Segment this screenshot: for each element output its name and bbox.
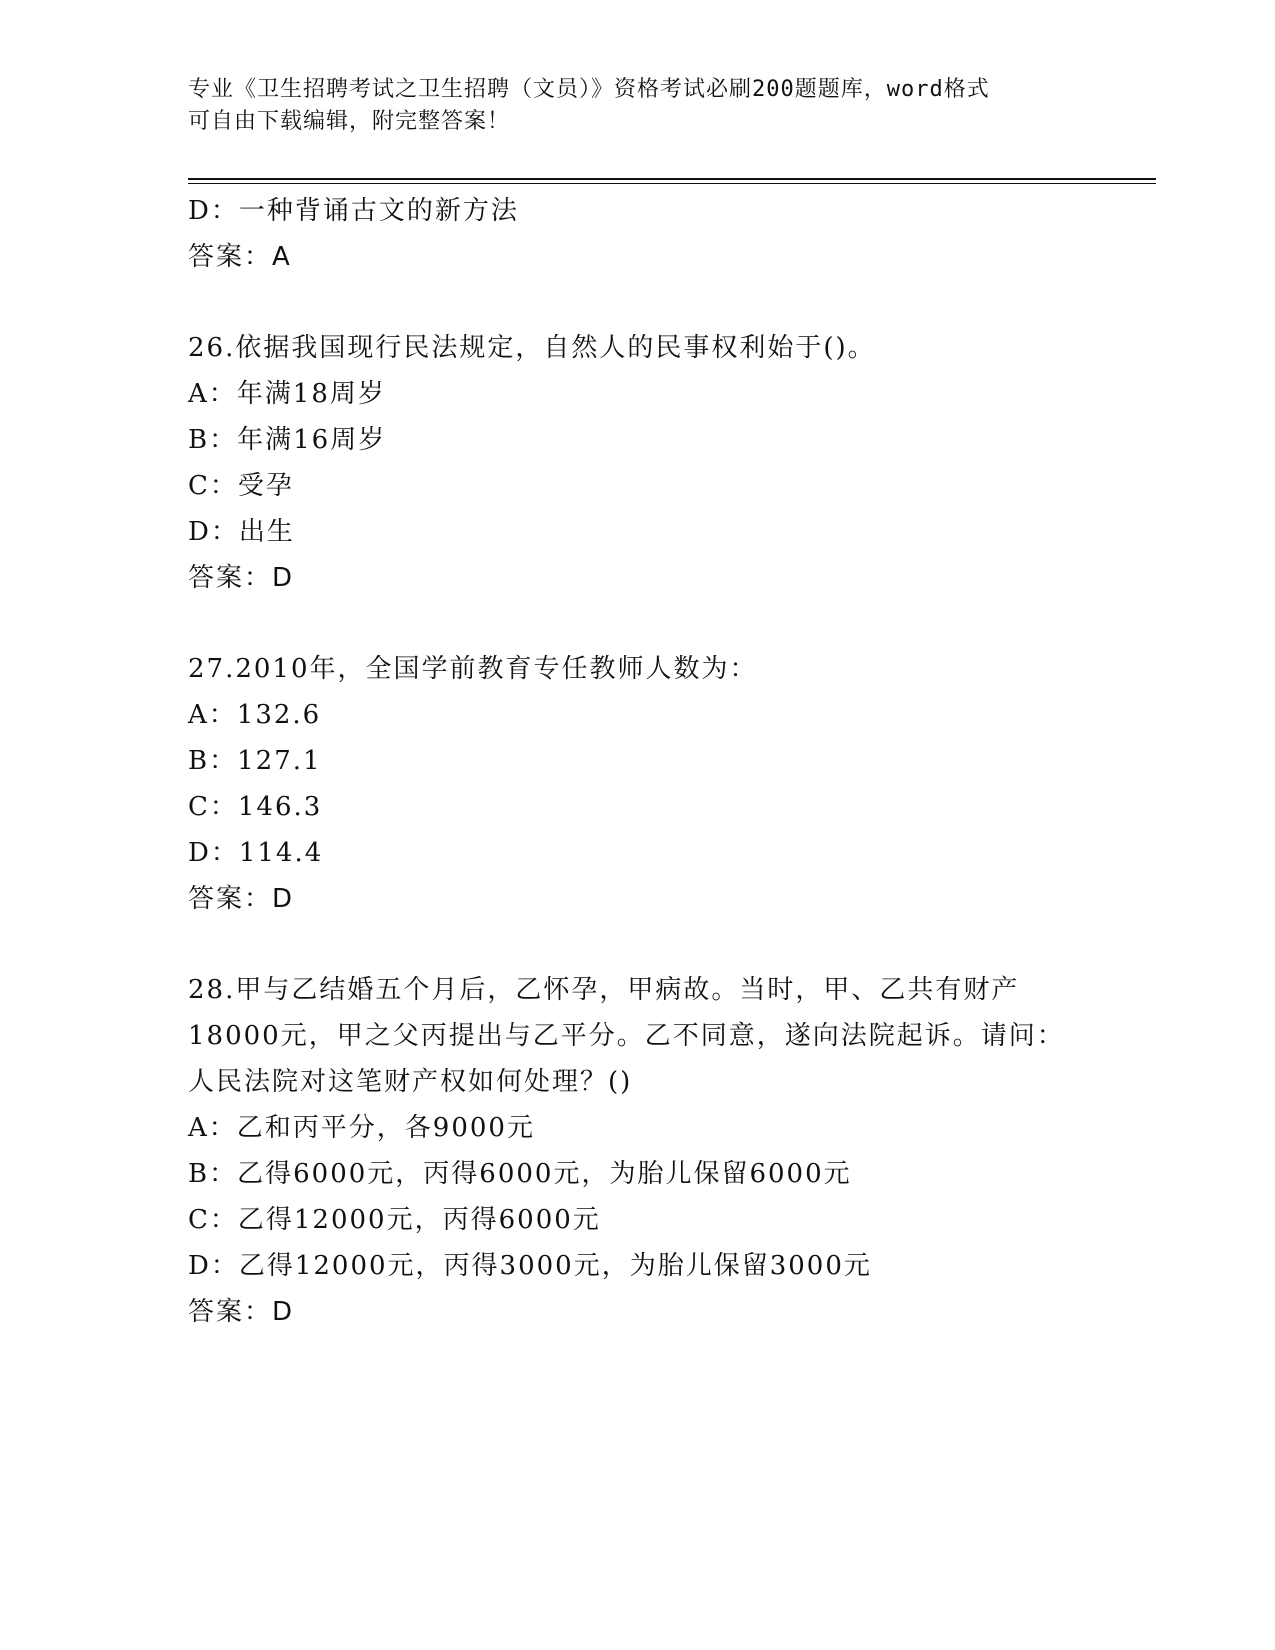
- answer: 答案：D: [188, 884, 295, 914]
- question-28: [188, 967, 1088, 1335]
- option-d: D：出生: [188, 517, 295, 547]
- header-divider-thin: [188, 183, 1156, 184]
- option-a: A：年满18周岁: [188, 379, 386, 409]
- header-line-2: 可自由下载编辑，附完整答案！: [188, 109, 511, 134]
- question-stem-line-3: 人民法院对这笔财产权如何处理？(): [188, 1067, 633, 1097]
- answer: 答案：D: [188, 563, 295, 593]
- option-a: A：132.6: [188, 700, 322, 730]
- question-stem-line-1: 28.甲与乙结婚五个月后，乙怀孕，甲病故。当时，甲、乙共有财产: [188, 975, 1020, 1005]
- question-27: [188, 646, 1088, 922]
- question-stem: 26.依据我国现行民法规定，自然人的民事权利始于()。: [188, 333, 876, 363]
- option-c: C：乙得12000元，丙得6000元: [188, 1205, 601, 1235]
- option-b: B：乙得6000元，丙得6000元，为胎儿保留6000元: [188, 1159, 852, 1189]
- prev-answer: 答案：A: [188, 242, 292, 272]
- question-stem-line-2: 18000元，甲之父丙提出与乙平分。乙不同意，遂向法院起诉。请问：: [188, 1021, 1065, 1051]
- document-header: [188, 74, 1068, 138]
- option-b: B：127.1: [188, 746, 322, 776]
- option-c: C：受孕: [188, 471, 294, 501]
- header-line-1: 专业《卫生招聘考试之卫生招聘（文员）》资格考试必刷200题题库，word格式: [188, 77, 990, 102]
- option-b: B：年满16周岁: [188, 425, 387, 455]
- option-d: D：乙得12000元，丙得3000元，为胎儿保留3000元: [188, 1251, 872, 1281]
- question-26: [188, 325, 1088, 601]
- option-d: D：114.4: [188, 838, 324, 868]
- answer: 答案：D: [188, 1297, 295, 1327]
- option-c: C：146.3: [188, 792, 323, 822]
- header-divider: [188, 178, 1156, 180]
- prev-option-d: D：一种背诵古文的新方法: [188, 196, 519, 226]
- question-stem: 27.2010年，全国学前教育专任教师人数为：: [188, 654, 758, 684]
- question-list: [188, 188, 1088, 1335]
- option-a: A：乙和丙平分，各9000元: [188, 1113, 535, 1143]
